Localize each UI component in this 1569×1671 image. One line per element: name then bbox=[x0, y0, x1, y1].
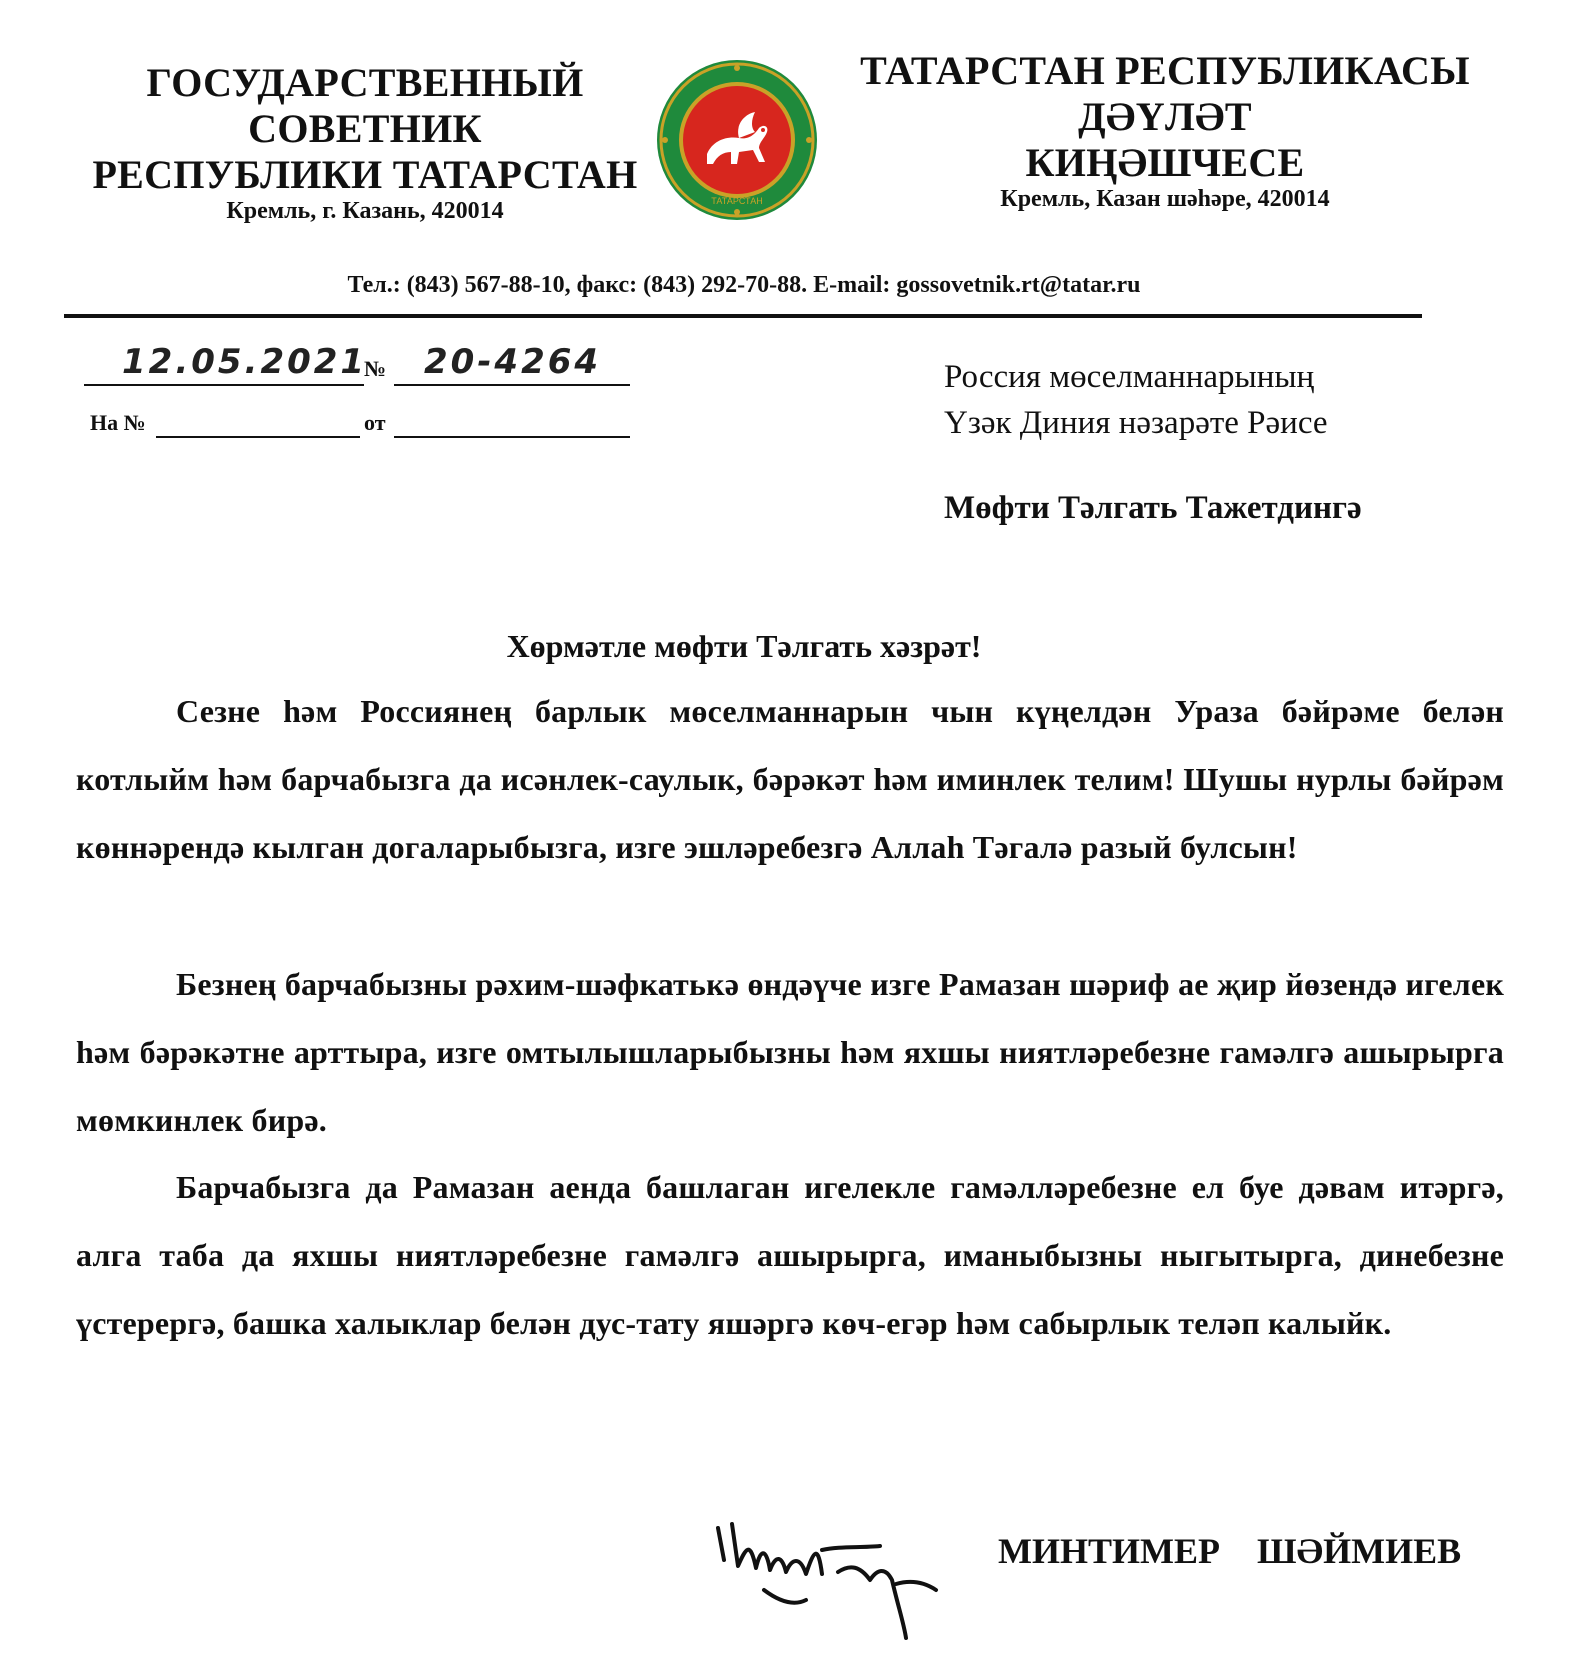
header-divider bbox=[64, 314, 1422, 318]
handwritten-signature bbox=[710, 1510, 980, 1650]
sender-address-russian: Кремль, г. Казань, 420014 bbox=[226, 198, 504, 224]
reply-number-field bbox=[156, 410, 360, 438]
sender-title-tatar bbox=[855, 48, 1475, 186]
reply-number-label: На № bbox=[90, 410, 146, 435]
contact-line: Тел.: (843) 567-88-10, факс: (843) 292-70-88. E-mail: gossovetnik.rt@tatar.ru bbox=[347, 272, 1141, 298]
number-field bbox=[394, 344, 630, 386]
salutation: Хөрмәтле мөфти Тәлгать хәзрәт! bbox=[506, 628, 982, 664]
recipient-line: Россия мөселманнарының bbox=[944, 359, 1315, 395]
body-paragraph: Безнең барчабызны рәхим-шәфкатькә өндәүче изге Рамазан шәриф ае җир йөзендә игелек һәм бәрәкәтне арттыра, изге омтылышларыбызны һәм яхшы ниятләребезне гамәлгә ашырырга мөмкинлек бирә. bbox=[76, 966, 1504, 1138]
reply-date-label: от bbox=[364, 410, 386, 435]
recipient-name: Мөфти Тәлгать Тажетдингә bbox=[944, 490, 1362, 526]
sender-title-russian bbox=[85, 60, 645, 198]
signer-name: МИНТИМЕР ШӘЙМИЕВ bbox=[998, 1531, 1462, 1571]
emblem-caption: ТАТАРСТАН bbox=[711, 196, 763, 206]
recipient-line: Үзәк Диния нәзарәте Рәисе bbox=[944, 405, 1328, 441]
sender-title-line: РЕСПУБЛИКИ ТАТАРСТАН bbox=[92, 152, 638, 197]
body-paragraph: Барчабызга да Рамазан аенда башлаган игелекле гамәлләребезне ел буе дәвам итәргә, алга таба да яхшы ниятләребезне гамәлгә ашырырга, иманыбызны ныгытырга, динебезне үстерергә, башка халыклар белән дус-тату яшәргә көч-егәр һәм сабырлык теләп калыйк. bbox=[76, 1169, 1504, 1341]
sender-title-line: ГОСУДАРСТВЕННЫЙ bbox=[146, 60, 584, 105]
body-paragraph: Сезне һәм Россиянең барлык мөселманнарын чын күңелдән Ураза бәйрәме белән котлыйм һәм барчабызга да исәнлек-саулык, бәрәкәт һәм иминлек телим! Шушы нурлы бәйрәм көннәрендә кылган догаларыбызга, изге эшләребезгә Аллаһ Тәгалә разый булсын! bbox=[76, 693, 1504, 865]
number-label: № bbox=[364, 356, 387, 381]
sender-title-line: СОВЕТНИК bbox=[248, 106, 482, 151]
sender-title-line: ТАТАРСТАН РЕСПУБЛИКАСЫ bbox=[860, 48, 1470, 93]
handwritten-date: 12.05.2021 bbox=[122, 342, 368, 382]
sender-address-tatar: Кремль, Казан шәһәре, 420014 bbox=[1000, 186, 1330, 212]
date-field bbox=[84, 342, 368, 386]
recipient-block bbox=[944, 354, 1504, 446]
sender-title-line: ДӘҮЛӘТ bbox=[1078, 94, 1252, 139]
reply-date-field bbox=[394, 410, 630, 438]
tatarstan-emblem-icon bbox=[655, 58, 819, 222]
sender-title-line: КИҢӘШЧЕСЕ bbox=[1025, 140, 1305, 185]
handwritten-number: 20-4264 bbox=[424, 342, 602, 382]
